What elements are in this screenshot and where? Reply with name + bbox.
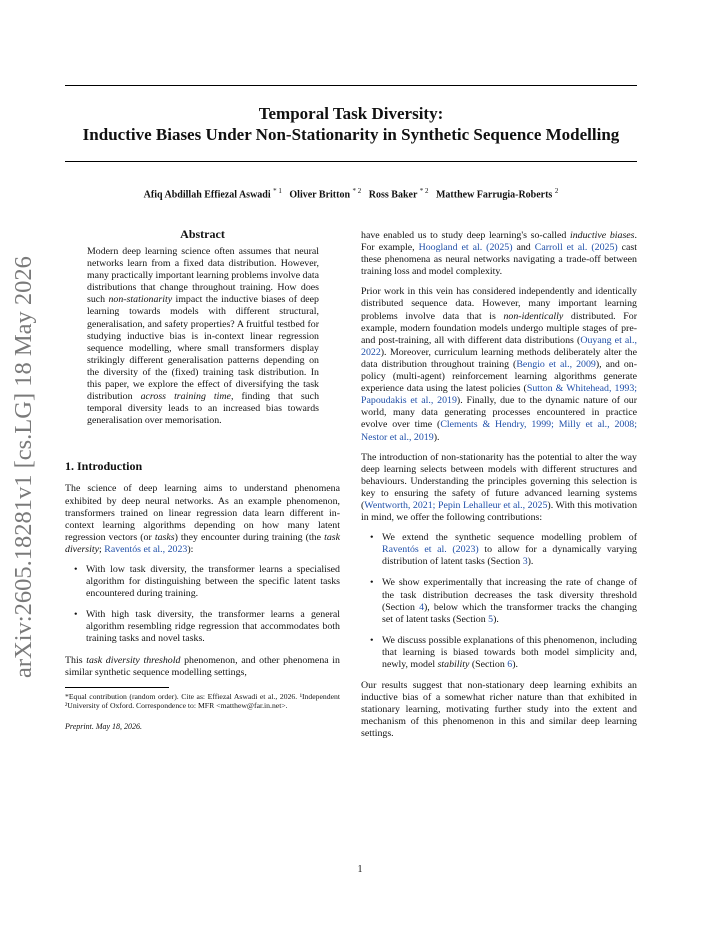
emphasis: across training time, — [140, 391, 234, 403]
abstract-paragraph — [87, 246, 319, 427]
left-column — [65, 226, 340, 733]
abstract-heading: Abstract — [180, 227, 225, 241]
text-run: Prior work in this vein has considered independently and identically distributed sequence data. However, many important learning problems involve data that is — [361, 286, 637, 322]
text-run: distributed. For example, modern foundation models undergo multiple stages of pre- and post-training, all with different data distributions ( — [361, 310, 637, 346]
emphasis: non-stationarity — [108, 294, 173, 306]
text-run: We discuss possible explanations of this phenomenon, including that learning is biased towards both model simplicity and, newly, model — [382, 634, 637, 670]
body-paragraph: Our results suggest that non-stationary deep learning exhibits an inductive bias of a somewhat richer nature than that exhibited in stationary learning, motivating further study into the extent and mechanism of this phenomenon in this and similar deep learning settings. — [361, 680, 637, 740]
text-run: phenomenon, and other phenomena in similar synthetic sequence modelling settings, — [65, 654, 340, 678]
text-run: ), and on-policy (multi-agent) reinforcement learning algorithms generate experience data using the latest policies ( — [361, 358, 638, 395]
author-affiliation-mark: * 1 — [273, 187, 282, 195]
emphasis: tasks — [154, 531, 175, 543]
title-rule-bottom — [65, 161, 637, 162]
text-run: and — [512, 242, 535, 254]
text-run: ). — [512, 659, 518, 670]
emphasis: task diversity — [65, 531, 340, 555]
text-run: to allow for a dynamically varying distribution of latent tasks (Section — [382, 544, 637, 568]
text-run: The introduction of non-stationarity has the potential to alter the way deep learning selects between models with different structures and behaviours. Understanding the principles governing this selection is key to ensuring the safety of future advanced learning systems ( — [361, 451, 637, 511]
section-link[interactable]: 5 — [488, 613, 494, 625]
citation-link[interactable]: Bengio et al., 2009 — [516, 358, 596, 370]
bullet-list — [65, 564, 340, 646]
abstract — [87, 246, 319, 427]
section-link[interactable]: 6 — [507, 659, 513, 670]
text-run: ). With this motivation in mind, we offer the following contributions: — [361, 499, 638, 524]
body-paragraph — [361, 230, 637, 278]
citation-link[interactable]: Raventós et al., 2023 — [104, 543, 188, 555]
text-run: We show experimentally that increasing the rate of change of the task distribution decreases the task diversity threshold (Section — [382, 577, 637, 613]
text-run: ; — [99, 543, 105, 555]
title-line-1: Temporal Task Diversity: — [258, 104, 444, 123]
citation-link[interactable]: Hoogland et al. (2025) — [418, 242, 513, 254]
right-column — [361, 230, 637, 749]
text-run: ). — [527, 556, 534, 568]
contributions-list — [361, 532, 637, 671]
author-name: Oliver Britton — [289, 189, 351, 201]
author-name: Afiq Abdillah Effiezal Aswadi — [143, 189, 271, 201]
text-run: impact the inductive biases of deep learning towards models with different structural, generalisation, and safety properties? A fruitful testbed for studying inductive bias is in-context linear regression sequence modelling, where small transformers display strikingly different generalisation patterns depending on the diversity of the (fixed) training task distribution. In this paper, we explore the effect of diversifying the task distribution — [87, 294, 319, 403]
text-run: cast these phenomena as neural networks navigating a trade-off between training loss and model complexity. — [361, 242, 638, 278]
text-run: ). — [493, 613, 499, 625]
author-name: Matthew Farrugia-Roberts — [435, 189, 553, 201]
body-paragraph — [361, 452, 637, 525]
citation-link[interactable]: Ouyang et al., 2022 — [361, 334, 637, 358]
emphasis: task diversity threshold — [86, 654, 181, 666]
citation-link[interactable]: Wentworth, 2021; Pepin Lehalleur et al., 2025 — [364, 499, 548, 511]
arxiv-identifier: arXiv:2605.18281v1 [cs.LG] 18 May 2026 — [10, 256, 37, 678]
text-run: ). Moreover, curriculum learning methods deliberately alter the data distribution throughout training ( — [361, 346, 637, 370]
emphasis: inductive biases — [569, 230, 635, 241]
intro-paragraph — [65, 655, 340, 679]
text-run: ). — [433, 431, 440, 443]
citation-link[interactable]: Carroll et al. (2025) — [534, 242, 618, 254]
text-run: Modern deep learning science often assumes that neural networks learn from a fixed data distribution. However, many practically important learning problems involve data distributions that change throughout training. How does such — [87, 246, 319, 306]
body-paragraph — [361, 286, 637, 443]
title-rule-top — [65, 85, 637, 86]
list-item: • With high task diversity, the transformer learns a general algorithm resembling ridge regression that accommodates both training tasks and novel tasks. — [86, 609, 340, 645]
author-affiliation-mark: 2 — [554, 187, 559, 195]
text-run: . For example, — [361, 230, 637, 254]
list-item — [382, 532, 637, 568]
section-heading-introduction: 1. Introduction — [65, 459, 143, 474]
section-link[interactable]: 4 — [419, 601, 424, 613]
author-affiliation-mark: * 2 — [352, 187, 362, 195]
title-line-2: Inductive Biases Under Non-Stationarity in Synthetic Sequence Modelling — [82, 125, 620, 144]
text-run: (Section — [469, 659, 508, 670]
paper-title — [65, 103, 637, 145]
text-run: ), below which the transformer tracks the changing set of latent tasks (Section — [382, 601, 637, 625]
page-number: 1 — [357, 864, 363, 875]
citation-link[interactable]: Sutton & Whitehead, 1993; Papoudakis et al., 2019 — [361, 383, 638, 407]
citation-link[interactable]: Clements & Hendry, 1999; Milly et al., 2008; Nestor et al., 2019 — [361, 419, 637, 443]
text-run: We extend the synthetic sequence modelling problem of — [382, 532, 637, 544]
author-affiliation-mark: * 2 — [419, 187, 429, 195]
list-item — [382, 635, 637, 671]
text-run: finding that such temporal diversity leads to an increased bias towards generalisation over memorisation. — [87, 391, 320, 427]
section-link[interactable]: 3 — [522, 556, 528, 568]
author-name: Ross Baker — [368, 189, 418, 201]
author-list — [65, 184, 637, 202]
list-item: • With low task diversity, the transformer learns a specialised algorithm for distinguishing between the specific latent tasks encountered during training. — [86, 564, 340, 600]
text-run: This — [65, 654, 87, 666]
citation-link[interactable]: Raventós et al. (2023) — [382, 544, 479, 556]
text-run: ) they encounter during training (the — [174, 531, 325, 543]
text-run: ). Finally, due to the dynamic nature of our world, many data generating processes encountered in practice evolve over time ( — [361, 395, 637, 431]
text-run: The science of deep learning aims to understand phenomena exhibited by deep neural networks. As an example phenomenon, transformers trained on linear regression data learn different in-context learning algorithms depending on how many latent regression vectors (or — [65, 483, 340, 543]
intro-paragraph — [65, 483, 340, 556]
preprint-note: Preprint. May 18, 2026. — [65, 721, 143, 731]
emphasis: non-identically — [503, 310, 564, 322]
list-item — [382, 577, 637, 625]
text-run: have enabled us to study deep learning's so-called — [361, 230, 570, 241]
text-run: ): — [187, 543, 194, 555]
footnote: *Equal contribution (random order). Cite as: Effiezal Aswadi et al., 2026. ¹Independent ²University of Oxford. Correspondence to: MFR <matthew@far.in.net>. — [65, 691, 340, 711]
footnote-rule — [65, 687, 169, 688]
emphasis: stability — [437, 659, 470, 670]
